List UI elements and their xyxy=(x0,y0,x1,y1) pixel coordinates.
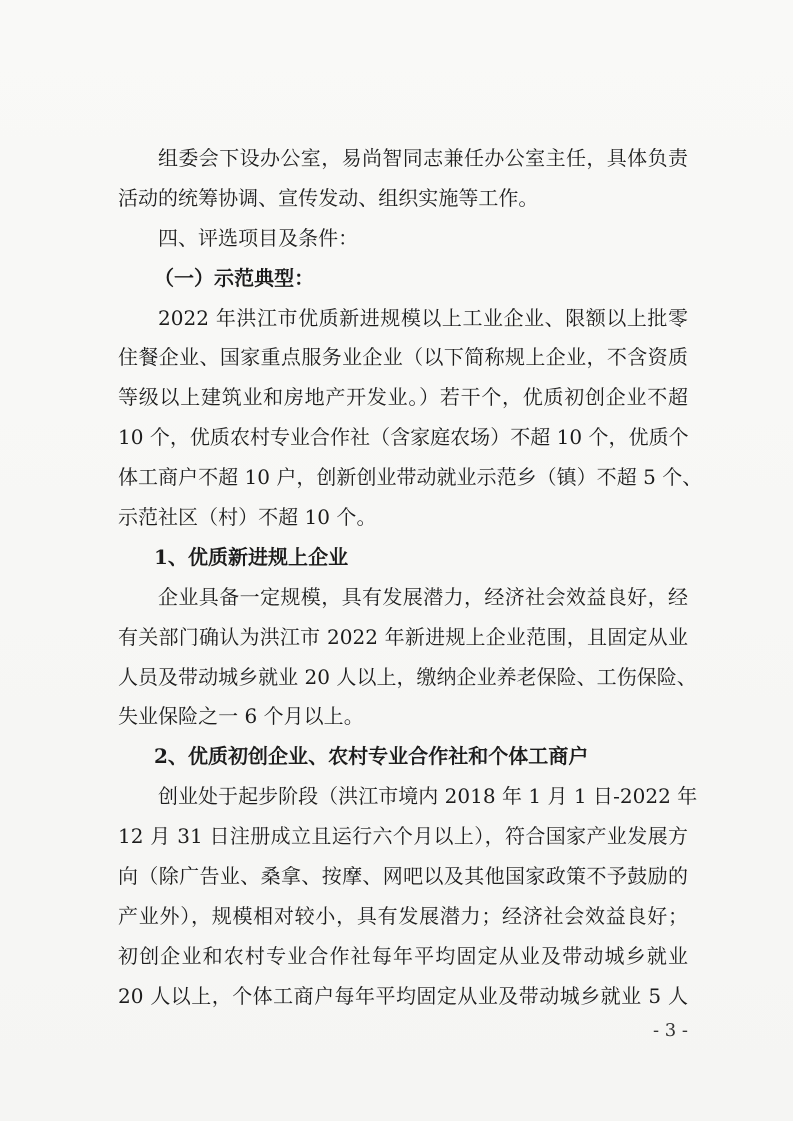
section-heading: 四、评选项目及条件： xyxy=(158,225,359,250)
text-line: 初创企业和农村专业合作社每年平均固定从业及带动城乡就业 xyxy=(118,943,688,968)
item-heading: 1、优质新进规上企业 xyxy=(154,544,349,569)
text-line: 20 人以上，个体工商户每年平均固定从业及带动城乡就业 5 人 xyxy=(118,983,688,1008)
text-line: 活动的统筹协调、宣传发动、组织实施等工作。 xyxy=(118,185,539,210)
text-line: 住餐企业、国家重点服务业企业（以下简称规上企业，不含资质 xyxy=(118,345,688,370)
text-line: 有关部门确认为洪江市 2022 年新进规上企业范围，且固定从业 xyxy=(118,624,688,649)
text-line: 向（除广告业、桑拿、按摩、网吧以及其他国家政策不予鼓励的 xyxy=(118,864,688,889)
text-line: 失业保险之一 6 个月以上。 xyxy=(118,704,364,729)
text-line: 体工商户不超 10 户，创新创业带动就业示范乡（镇）不超 5 个、 xyxy=(118,465,703,490)
text-line: 创业处于起步阶段（洪江市境内 2018 年 1 月 1 日-2022 年 xyxy=(158,784,698,809)
page-number: - 3 - xyxy=(652,1020,688,1041)
text-line: 2022 年洪江市优质新进规模以上工业企业、限额以上批零 xyxy=(158,305,688,330)
text-line: 组委会下设办公室，易尚智同志兼任办公室主任，具体负责 xyxy=(158,146,688,170)
text-line: 企业具备一定规模，具有发展潜力，经济社会效益良好，经 xyxy=(158,584,688,609)
text-line: 示范社区（村）不超 10 个。 xyxy=(118,505,377,530)
text-line: 人员及带动城乡就业 20 人以上，缴纳企业养老保险、工伤保险、 xyxy=(118,664,697,689)
text-line: 12 月 31 日注册成立且运行六个月以上），符合国家产业发展方 xyxy=(118,824,688,849)
text-line: 产业外），规模相对较小，具有发展潜力；经济社会效益良好； xyxy=(118,903,688,928)
document-body xyxy=(118,139,703,1017)
text-line: 等级以上建筑业和房地产开发业。）若干个，优质初创企业不超 xyxy=(118,385,688,410)
subsection-heading: （一）示范典型： xyxy=(154,265,315,290)
text-line: 10 个，优质农村专业合作社（含家庭农场）不超 10 个，优质个 xyxy=(118,425,689,450)
item-heading: 2、优质初创企业、农村专业合作社和个体工商户 xyxy=(154,744,589,769)
